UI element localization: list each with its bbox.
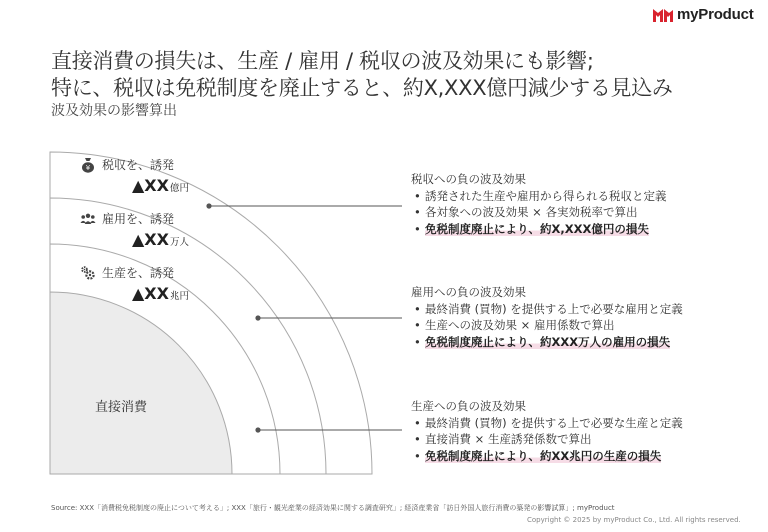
tier-label: 税収を、誘発 [102,158,175,172]
bullet: • 最終消費 (買物) を提供する上で必要な雇用と定義 [411,301,683,318]
page-title-line-1: 直接消費の損失は、生産 / 雇用 / 税収の波及効果にも影響; [51,49,594,73]
tier-production [80,264,189,303]
block-bullets [411,301,683,351]
tier-amount: ▲XX億円 [132,176,189,195]
tier-label: 雇用を、誘発 [102,212,175,226]
tier-employment [80,210,189,249]
tier-amount: ▲XX万人 [132,230,189,249]
gears-icon [80,265,96,281]
block-employment [411,284,683,350]
source-note: Source: XXX「消費税免税制度の廃止について考える」; XXX「旅行・観光産業の経済効果に関する調査研究」; 経済産業省「訪日外国人旅行消費の築発の影響試算」; myProduct [51,504,615,512]
block-heading: 生産への負の波及効果 [411,399,526,413]
base-label: 直接消費 [95,400,148,415]
bullet-emphasis: • 免税制度廃止により、約XX兆円の生産の損失 [411,448,683,465]
bullet-emphasis: • 免税制度廃止により、約XXX万人の雇用の損失 [411,334,683,351]
bullet: • 直接消費 × 生産誘発係数で算出 [411,431,683,448]
page-title-line-2: 特に、税収は免税制度を廃止すると、約X,XXX億円減少する見込み [51,76,673,100]
block-bullets [411,188,667,238]
block-production [411,398,683,464]
brand-name: myProduct [677,6,754,23]
tier-label: 生産を、誘発 [102,266,175,280]
block-heading: 税収への負の波及効果 [411,172,526,186]
bullet: • 生産への波及効果 × 雇用係数で算出 [411,317,683,334]
tier-tax [80,156,189,195]
quarter-rings [50,152,372,474]
copyright-note: Copyright © 2025 by myProduct Co., Ltd. All rights reserved. [527,516,741,524]
bullet: • 最終消費 (買物) を提供する上で必要な生産と定義 [411,415,683,432]
block-heading: 雇用への負の波及効果 [411,285,526,299]
tier-amount: ▲XX兆円 [132,284,189,303]
people-icon [80,211,96,227]
block-bullets [411,415,683,465]
svg-text:¥: ¥ [85,163,91,172]
bullet: • 各対象への波及効果 × 各実効税率で算出 [411,204,667,221]
bullet: • 誘発された生産や雇用から得られる税収と定義 [411,188,667,205]
page-subtitle: 波及効果の影響算出 [51,103,177,119]
block-tax [411,171,667,237]
bullet-emphasis: • 免税制度廃止により、約X,XXX億円の損失 [411,221,667,238]
money-bag-icon [80,157,96,173]
